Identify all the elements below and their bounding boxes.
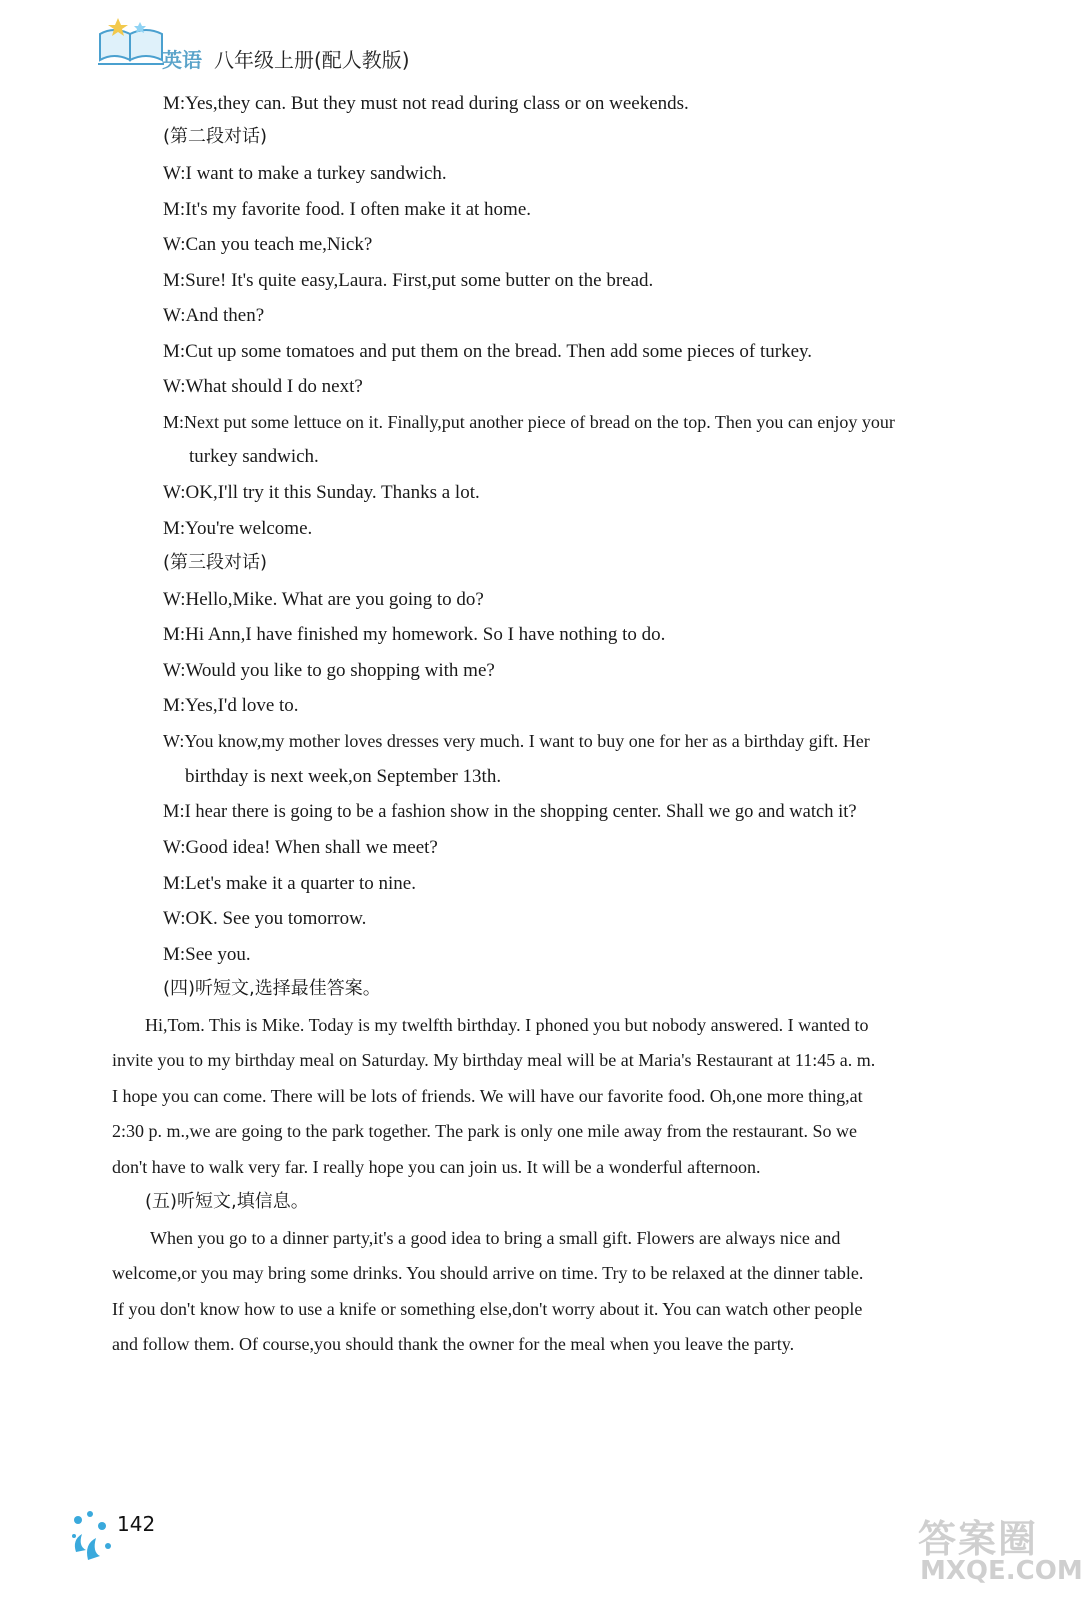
text-line: M:Hi Ann,I have finished my homework. So I have nothing to do. bbox=[163, 624, 666, 645]
text-line: M:It's my favorite food. I often make it at home. bbox=[163, 199, 532, 220]
section-heading: (四)听短文,选择最佳答案。 bbox=[163, 978, 381, 999]
section-heading: (第三段对话) bbox=[163, 552, 268, 573]
watermark-text: 答案圈 bbox=[918, 1517, 1039, 1561]
text-line: M:Let's make it a quarter to nine. bbox=[163, 873, 416, 894]
text-line: W:And then? bbox=[163, 305, 265, 326]
text-line: M:Yes,they can. But they must not read during class or on weekends. bbox=[163, 93, 689, 114]
section-heading: (第二段对话) bbox=[163, 126, 268, 147]
paragraph-line: I hope you can come. There will be lots of friends. We will have our favorite food. Oh,one more thing,at bbox=[112, 1086, 863, 1106]
paragraph-line: Hi,Tom. This is Mike. Today is my twelfth birthday. I phoned you but nobody answered. I wanted to bbox=[145, 1015, 869, 1035]
text-line: W:Good idea! When shall we meet? bbox=[163, 837, 438, 858]
subject-label: 英语 bbox=[162, 48, 202, 72]
text-line: W:OK,I'll try it this Sunday. Thanks a lot. bbox=[163, 482, 480, 503]
paragraph-line: don't have to walk very far. I really hope you can join us. It will be a wonderful afternoon. bbox=[112, 1157, 761, 1177]
text-line: turkey sandwich. bbox=[189, 446, 319, 467]
text-line: M:Next put some lettuce on it. Finally,put another piece of bread on the top. Then you can enjoy your bbox=[163, 412, 895, 432]
text-line: W:Hello,Mike. What are you going to do? bbox=[163, 589, 484, 610]
text-line: W:I want to make a turkey sandwich. bbox=[163, 163, 447, 184]
text-line: M:See you. bbox=[163, 944, 251, 965]
paragraph-line: If you don't know how to use a knife or something else,don't worry about it. You can watch other people bbox=[112, 1299, 863, 1319]
text-line: W:OK. See you tomorrow. bbox=[163, 908, 367, 929]
paragraph-line: When you go to a dinner party,it's a good idea to bring a small gift. Flowers are always nice and bbox=[150, 1228, 841, 1248]
section-heading: (五)听短文,填信息。 bbox=[145, 1191, 309, 1212]
text-line: M:You're welcome. bbox=[163, 518, 313, 539]
grade-label: 八年级上册(配人教版) bbox=[214, 48, 410, 72]
text-line: W:You know,my mother loves dresses very much. I want to buy one for her as a birthday gift. Her bbox=[163, 731, 870, 751]
text-line: W:What should I do next? bbox=[163, 376, 363, 397]
watermark bbox=[918, 1508, 1083, 1592]
text-line: M:Sure! It's quite easy,Laura. First,put some butter on the bread. bbox=[163, 270, 654, 291]
text-line: M:Yes,I'd love to. bbox=[163, 695, 299, 716]
paragraph-line: 2:30 p. m.,we are going to the park together. The park is only one mile away from the restaurant. So we bbox=[112, 1121, 857, 1141]
paragraph-line: welcome,or you may bring some drinks. You should arrive on time. Try to be relaxed at the dinner table. bbox=[112, 1263, 864, 1283]
book-logo-icon bbox=[96, 14, 168, 70]
text-line: W:Would you like to go shopping with me? bbox=[163, 660, 495, 681]
text-line: W:Can you teach me,Nick? bbox=[163, 234, 373, 255]
text-line: M:I hear there is going to be a fashion show in the shopping center. Shall we go and watch it? bbox=[163, 802, 857, 822]
page-header bbox=[96, 14, 996, 74]
text-line: M:Cut up some tomatoes and put them on the bread. Then add some pieces of turkey. bbox=[163, 341, 813, 362]
splash-decoration-icon bbox=[68, 1500, 118, 1564]
paragraph-line: invite you to my birthday meal on Saturday. My birthday meal will be at Maria's Restaurant at 11:45 a. m. bbox=[112, 1050, 876, 1070]
page-number: 142 bbox=[117, 1512, 156, 1536]
text-line: birthday is next week,on September 13th. bbox=[185, 766, 502, 787]
watermark-url: MXQE.COM bbox=[920, 1556, 1083, 1586]
paragraph-line: and follow them. Of course,you should thank the owner for the meal when you leave the party. bbox=[112, 1334, 795, 1354]
